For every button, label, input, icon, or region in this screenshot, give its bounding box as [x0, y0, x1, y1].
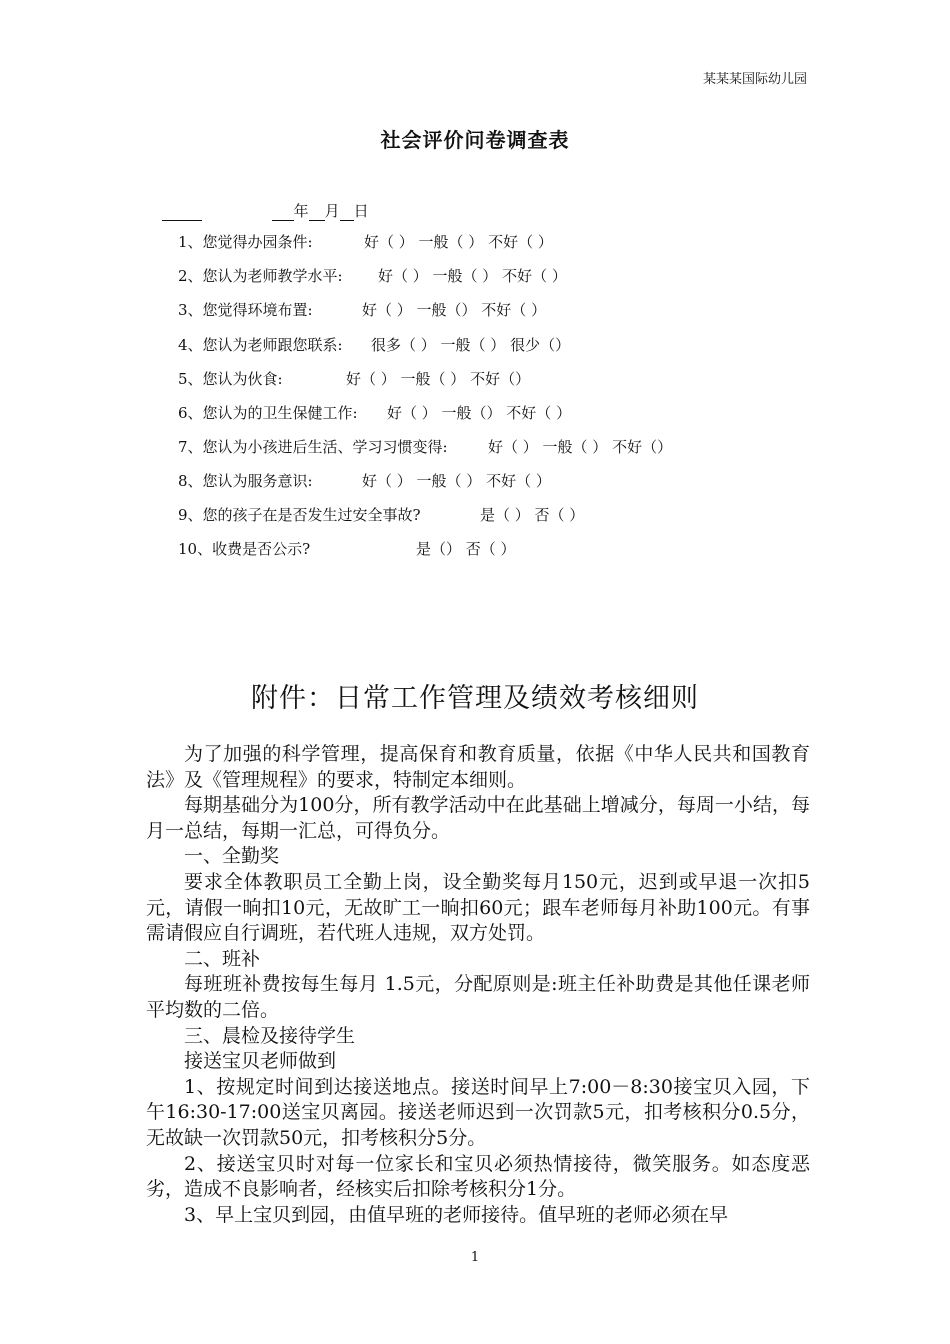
- blank-underline: [309, 204, 325, 221]
- blank-underline: [340, 204, 354, 221]
- question-options: 好（ ） 一般（） 不好（ ）: [362, 301, 547, 319]
- question-text: 2、您认为老师教学水平:: [178, 267, 343, 285]
- question-text: 10、收费是否公示?: [178, 540, 311, 558]
- question-options: 是（ ） 否（ ）: [480, 506, 585, 524]
- date-line: [162, 200, 369, 221]
- question-text: 8、您认为服务意识:: [178, 472, 313, 490]
- question-text: 9、您的孩子在是否发生过安全事故?: [178, 506, 421, 524]
- body-paragraph: 1、按规定时间到达接送地点。接送时间早上7:00－8:30接宝贝入园，下午16:30-17:00送宝贝离园。接送老师迟到一次罚款5元，扣考核积分0.5分，无故缺一次罚款50元，扣考核积分5分。: [146, 1075, 810, 1149]
- question-options: 好（ ） 一般（ ） 不好（）: [346, 370, 531, 388]
- body-paragraph: 为了加强的科学管理，提高保育和教育质量，依据《中华人民共和国教育法》及《管理规程》的要求，特制定本细则。: [146, 743, 810, 791]
- question-text: 1、您觉得办园条件:: [178, 233, 313, 251]
- page-number: 1: [470, 1250, 480, 1265]
- question-options: 好（ ） 一般（） 不好（ ）: [387, 404, 572, 422]
- question-options: 好（ ） 一般（ ） 不好（）: [488, 438, 673, 456]
- appendix-body: [146, 742, 810, 1228]
- date-day-label: 日: [353, 202, 369, 220]
- date-year-label: 年: [293, 202, 309, 220]
- question-options: 好（ ） 一般（ ） 不好（ ）: [362, 472, 551, 490]
- question-options: 是（） 否（ ）: [416, 540, 516, 558]
- question-text: 6、您认为的卫生保健工作:: [178, 404, 358, 422]
- body-paragraph: 每期基础分为100分，所有教学活动中在此基础上增减分，每周一小结，每月一总结，每期一汇总，可得负分。: [146, 794, 810, 842]
- question-text: 7、您认为小孩进后生活、学习习惯变得:: [178, 438, 448, 456]
- question-options: 很多（ ） 一般（ ） 很少（）: [371, 336, 571, 354]
- body-paragraph: 要求全体教职员工全勤上岗，设全勤奖每月150元，迟到或早退一次扣5元，请假一晌扣10元，无故旷工一晌扣60元；跟车老师每月补助100元。有事需请假应自行调班，若代班人违规，双方处罚。: [146, 870, 810, 945]
- question-text: 3、您觉得环境布置:: [178, 301, 313, 319]
- survey-question: [178, 470, 551, 492]
- question-text: 4、您认为老师跟您联系:: [178, 336, 343, 354]
- survey-question: [178, 436, 673, 458]
- body-paragraph: 接送宝贝老师做到: [184, 1050, 337, 1073]
- blank-underline: [272, 204, 294, 221]
- appendix-title: 附件：日常工作管理及绩效考核细则: [251, 683, 699, 714]
- question-text: 5、您认为伙食:: [178, 370, 283, 388]
- survey-question: [178, 504, 585, 526]
- survey-question: [178, 299, 547, 321]
- survey-question: [178, 368, 531, 390]
- survey-question: [178, 334, 571, 356]
- survey-question: [178, 265, 567, 287]
- page-header-school-name: 某某某国际幼儿园: [702, 72, 807, 87]
- date-month-label: 月: [324, 202, 340, 220]
- question-options: 好（ ） 一般（ ） 不好（ ）: [378, 267, 567, 285]
- survey-title: 社会评价问卷调查表: [380, 128, 570, 152]
- survey-question: [178, 538, 516, 560]
- section-heading: 二、班补: [184, 947, 261, 970]
- section-heading: 三、晨检及接待学生: [184, 1024, 356, 1047]
- section-heading: 一、全勤奖: [184, 845, 280, 868]
- blank-underline: [162, 204, 202, 221]
- survey-question: [178, 402, 572, 424]
- survey-question: [178, 231, 553, 253]
- body-paragraph: 每班班补费按每生每月 1.5元，分配原则是:班主任补助费是其他任课老师平均数的二倍。: [146, 973, 810, 1021]
- question-options: 好（ ） 一般（ ） 不好（ ）: [364, 233, 553, 251]
- body-paragraph: 3、早上宝贝到园，由值早班的老师接待。值早班的老师必须在早: [184, 1203, 729, 1226]
- body-paragraph: 2、接送宝贝时对每一位家长和宝贝必须热情接待，微笑服务。如态度恶劣，造成不良影响者，经核实后扣除考核积分1分。: [146, 1152, 810, 1201]
